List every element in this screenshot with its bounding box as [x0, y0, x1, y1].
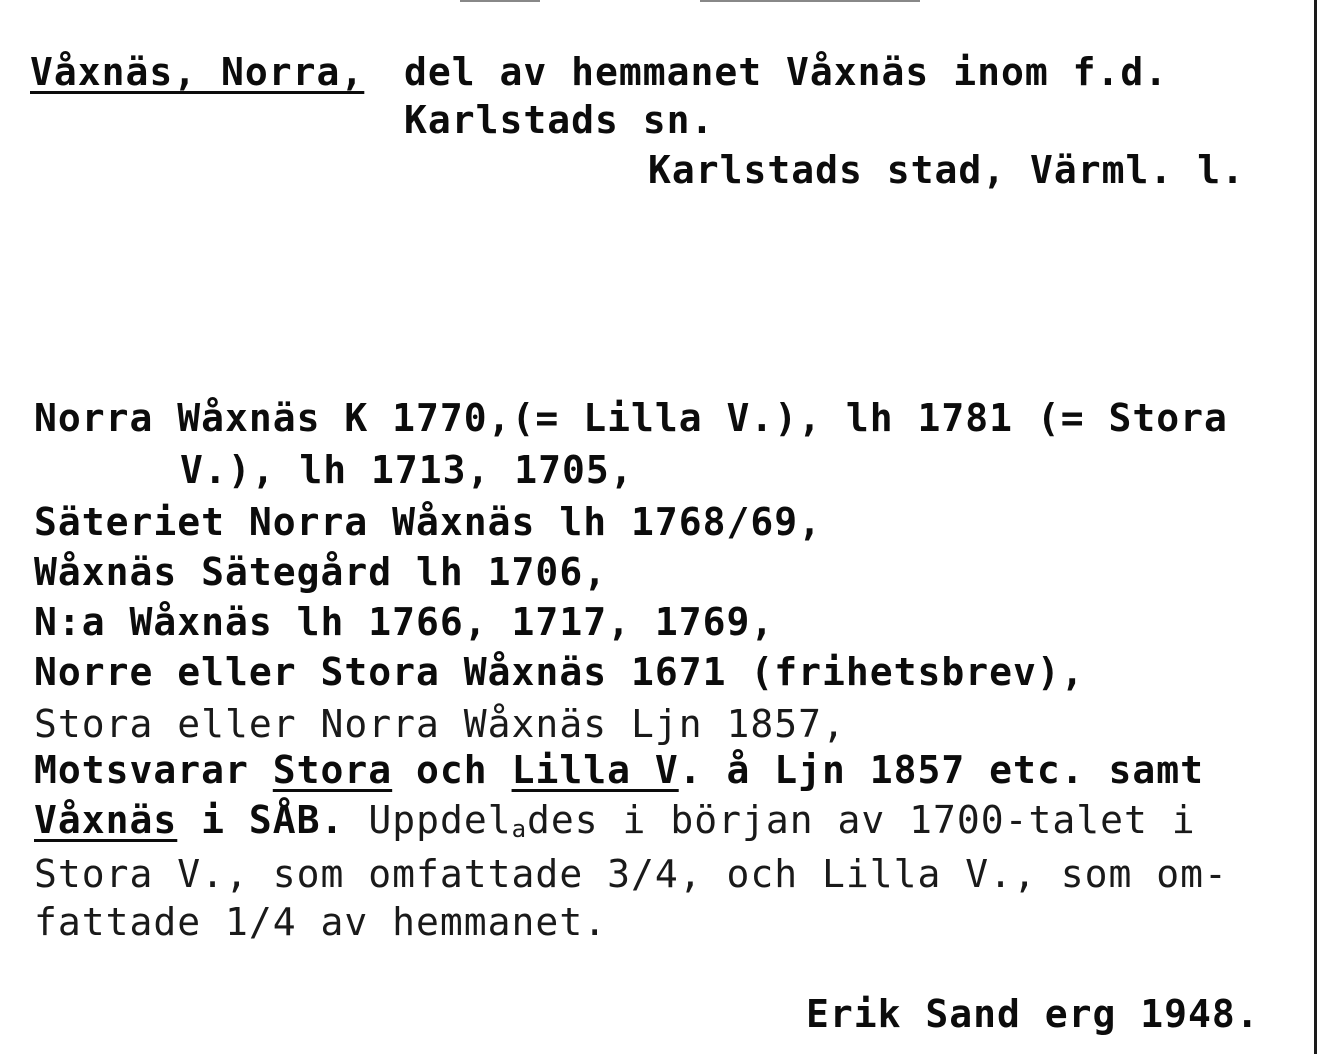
card-edge — [1314, 0, 1317, 1054]
body-line-9-subscript: a — [511, 815, 528, 843]
body-line-9 — [34, 798, 1196, 851]
description-line-1: del av hemmanet Våxnäs inom f.d. — [404, 50, 1169, 94]
body-line-8-stora: Stora — [272, 748, 393, 792]
body-line-7: Stora eller Norra Wåxnäs Ljn 1857, — [34, 702, 846, 746]
body-line-9-vaxnas: Våxnäs — [34, 798, 178, 842]
body-line-1: Norra Wåxnäs K 1770,(= Lilla V.), lh 1781 (= Stora — [34, 396, 1228, 440]
body-line-9-rest: des i början av 1700-talet i — [527, 798, 1196, 842]
body-line-9-uppdel: Uppdel — [368, 798, 512, 842]
body-line-4: Wåxnäs Sätegård lh 1706, — [34, 550, 608, 594]
description-line-2: Karlstads sn. — [404, 98, 715, 142]
body-line-5: N:a Wåxnäs lh 1766, 1717, 1769, — [34, 600, 775, 644]
signature: Erik Sand erg 1948. — [806, 992, 1260, 1036]
body-line-6: Norre eller Stora Wåxnäs 1671 (frihetsbrev), — [34, 650, 1085, 694]
body-line-3: Säteriet Norra Wåxnäs lh 1768/69, — [34, 500, 822, 544]
location-line: Karlstads stad, Värml. l. — [648, 148, 1245, 192]
body-line-10: Stora V., som omfattade 3/4, och Lilla V., som om- — [34, 852, 1228, 896]
body-line-8-lilla: Lilla V — [511, 748, 679, 792]
body-line-8-part-e: . å Ljn 1857 etc. samt — [678, 748, 1205, 792]
body-line-9-sab: i SÅB. — [177, 798, 369, 842]
body-line-8 — [34, 748, 1204, 792]
body-line-8-part-c: och — [392, 748, 512, 792]
scan-speck — [700, 0, 920, 2]
body-line-2: V.), lh 1713, 1705, — [180, 448, 634, 492]
place-name: Våxnäs, Norra, — [30, 50, 365, 94]
scan-speck — [460, 0, 540, 2]
body-line-11: fattade 1/4 av hemmanet. — [34, 900, 608, 944]
body-line-8-part-a: Motsvarar — [34, 748, 273, 792]
